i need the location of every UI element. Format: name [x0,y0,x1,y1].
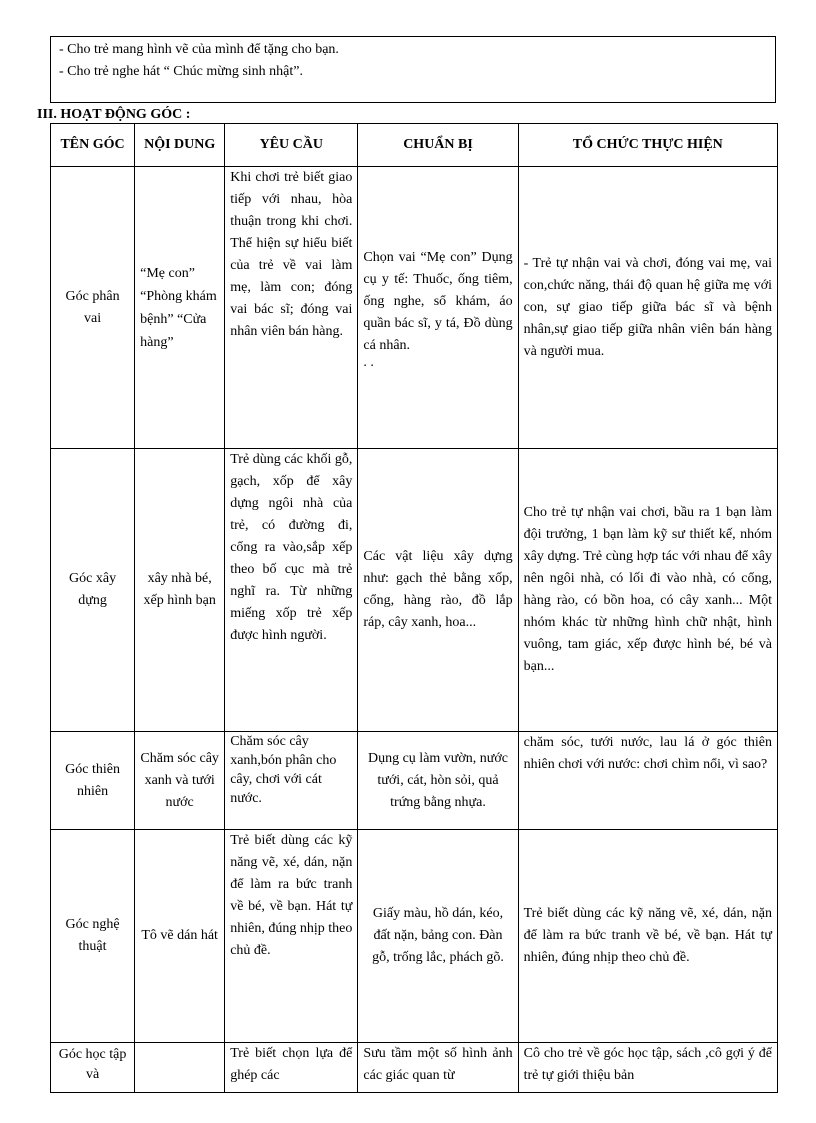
cell-noi-dung: Tô vẽ dán hát [135,830,225,1043]
cell-to-chuc: Trẻ biết dùng các kỹ năng vẽ, xé, dán, nặn để làm ra bức tranh về bé, về bạn. Hát tự nhiên, đúng nhịp theo chủ đề. [518,830,777,1043]
cell-ten-goc: Góc thiên nhiên [51,732,135,830]
cell-chuan-bi: Giấy màu, hồ dán, kéo, đất nặn, bảng con. Đàn gỗ, trống lắc, phách gõ. [358,830,518,1043]
cell-noi-dung: “Mẹ con” “Phòng khám bệnh” “Cửa hàng” [135,167,225,449]
chuan-bi-dots: . . [363,354,374,370]
cell-ten-goc: Góc phân vai [51,167,135,449]
cell-to-chuc: Cho trẻ tự nhận vai chơi, bầu ra 1 bạn làm đội trưởng, 1 bạn làm kỹ sư thiết kế, nhóm xây dựng. Trẻ cùng hợp tác với nhau để xây nên ngôi nhà, có lối đi vào nhà, có cổng, hàng rào, có bồn hoa, có cây xanh... Một nhóm khác từ những hình chữ nhật, hình vuông, tam giác, xếp được hình bé, bé và bạn... [518,449,777,732]
cell-chuan-bi: Chọn vai “Mẹ con” Dụng cụ y tế: Thuốc, ống tiêm, ống nghe, sổ khám, áo quần bác sĩ, y tá, Đồ dùng cá nhân. . . [358,167,518,449]
cell-yeu-cau: Trẻ biết chọn lựa để ghép các [225,1043,358,1093]
cell-yeu-cau: Trẻ dùng các khối gỗ, gạch, xốp để xây dựng ngôi nhà của trẻ, có đường đi, cổng ra vào,sắp xếp theo bố cục mà trẻ nghĩ ra. Từ những miếng xốp trẻ xếp được hình người. [225,449,358,732]
intro-line: - Cho trẻ mang hình vẽ của mình để tặng cho bạn. [59,42,339,57]
intro-box [50,36,776,103]
cell-ten-goc: Góc học tập và [51,1043,135,1093]
cell-ten-goc: Góc xây dựng [51,449,135,732]
cell-noi-dung: Chăm sóc cây xanh và tưới nước [135,732,225,830]
header-to-chuc: TỔ CHỨC THỰC HIỆN [518,124,777,167]
table-row [51,1043,778,1093]
table-row [51,167,778,449]
cell-noi-dung [135,1043,225,1093]
table-row [51,732,778,830]
cell-to-chuc: Cô cho trẻ về góc học tập, sách ,cô gợi ý để trẻ tự giới thiệu bản [518,1043,777,1093]
header-noi-dung: NỘI DUNG [135,124,225,167]
header-yeu-cau: YÊU CẦU [225,124,358,167]
table-row [51,830,778,1043]
cell-noi-dung: xây nhà bé, xếp hình bạn [135,449,225,732]
cell-to-chuc: chăm sóc, tưới nước, lau lá ở góc thiên nhiên chơi với nước: chơi chìm nổi, vì sao? [518,732,777,830]
cell-to-chuc: - Trẻ tự nhận vai và chơi, đóng vai mẹ, vai con,chức năng, thái độ quan hệ giữa mẹ với con, sự giao tiếp giữa bác sĩ và bệnh nhân,sự giao tiếp giữa nhân viên bán hàng và người mua. [518,167,777,449]
header-row [51,124,778,167]
cell-chuan-bi: Dụng cụ làm vườn, nước tưới, cát, hòn sỏi, quả trứng bằng nhựa. [358,732,518,830]
cell-yeu-cau: Chăm sóc cây xanh,bón phân cho cây, chơi với cát nước. [225,732,358,830]
activity-table [50,123,778,1093]
intro-line: - Cho trẻ nghe hát “ Chúc mừng sinh nhật”. [59,64,303,79]
cell-ten-goc: Góc nghệ thuật [51,830,135,1043]
header-chuan-bi: CHUẨN BỊ [358,124,518,167]
cell-yeu-cau: Khi chơi trẻ biết giao tiếp với nhau, hòa thuận trong khi chơi. Thể hiện sự hiểu biết của trẻ về vai làm mẹ, làm con; đóng vai bác sĩ; đóng vai nhân viên bán hàng. [225,167,358,449]
section-title: III. HOẠT ĐỘNG GÓC : [37,107,191,122]
table-row [51,449,778,732]
header-ten-goc: TÊN GÓC [51,124,135,167]
cell-chuan-bi: Sưu tầm một số hình ảnh các giác quan từ [358,1043,518,1093]
cell-chuan-bi: Các vật liệu xây dựng như: gạch thẻ bằng xốp, cổng, hàng rào, đồ lắp ráp, cây xanh, hoa... [358,449,518,732]
cell-yeu-cau: Trẻ biết dùng các kỹ năng vẽ, xé, dán, nặn để làm ra bức tranh về bé, về bạn. Hát tự nhiên, đúng nhịp theo chủ đề. [225,830,358,1043]
